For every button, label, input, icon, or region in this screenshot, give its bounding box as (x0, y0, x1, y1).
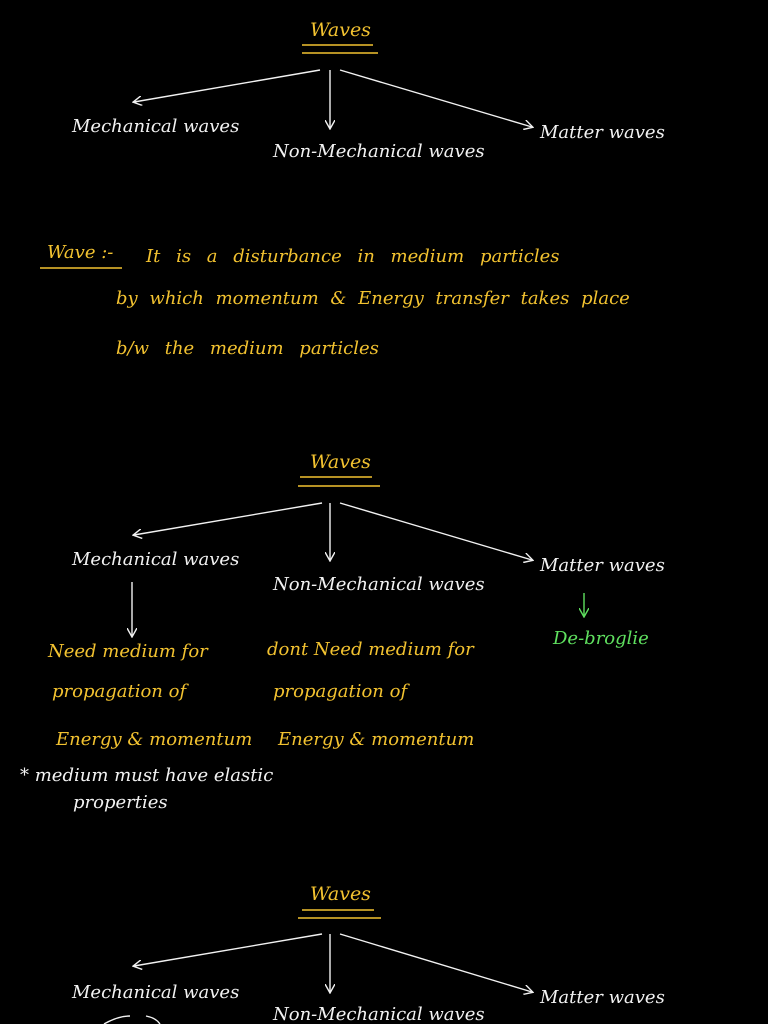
diagram2-mechanical-label: Mechanical waves (72, 549, 240, 570)
diagram2-arrow-right (340, 503, 532, 560)
diagram1-underline (302, 45, 378, 53)
definition-line1: It is a disturbance in medium particles (146, 246, 560, 267)
diagram2-matter-label: Matter waves (540, 555, 665, 576)
partial-arrow-stub (104, 1016, 160, 1024)
definition-term: Wave :- (47, 242, 114, 263)
mechanical-note-3: Energy & momentum (56, 729, 253, 750)
nonmechanical-note-3: Energy & momentum (278, 729, 475, 750)
matter-note-debroglie: De-broglie (553, 628, 649, 649)
mechanical-note-1: Need medium for (48, 641, 208, 662)
diagram3-title: Waves (310, 883, 371, 905)
nonmechanical-note-1: dont Need medium for (267, 639, 474, 660)
diagram3-mechanical-label: Mechanical waves (72, 982, 240, 1003)
diagram2-title: Waves (310, 451, 371, 473)
diagram2-underline (298, 477, 380, 486)
diagram3-matter-label: Matter waves (540, 987, 665, 1008)
footnote-line2: properties (73, 792, 168, 813)
definition-line3: b/w the medium particles (116, 338, 379, 359)
diagram3-nonmechanical-label: Non-Mechanical waves (273, 1004, 485, 1024)
diagram2-nonmechanical-label: Non-Mechanical waves (273, 574, 485, 595)
nonmechanical-note-2: propagation of (273, 681, 408, 702)
diagram1-arrow-left (134, 70, 320, 102)
diagram3-arrow-left (134, 934, 322, 966)
definition-line2: by which momentum & Energy transfer takes place (116, 288, 630, 309)
diagram3-arrow-right (340, 934, 532, 992)
diagram1-arrow-right (340, 70, 532, 127)
diagram1-title: Waves (310, 19, 371, 41)
footnote-line1: * medium must have elastic (20, 765, 274, 786)
diagram1-mechanical-label: Mechanical waves (72, 116, 240, 137)
diagram2-arrow-left (134, 503, 322, 535)
diagram1-matter-label: Matter waves (540, 122, 665, 143)
diagram3-underline (298, 910, 381, 918)
diagram1-nonmechanical-label: Non-Mechanical waves (273, 141, 485, 162)
mechanical-note-2: propagation of (52, 681, 187, 702)
